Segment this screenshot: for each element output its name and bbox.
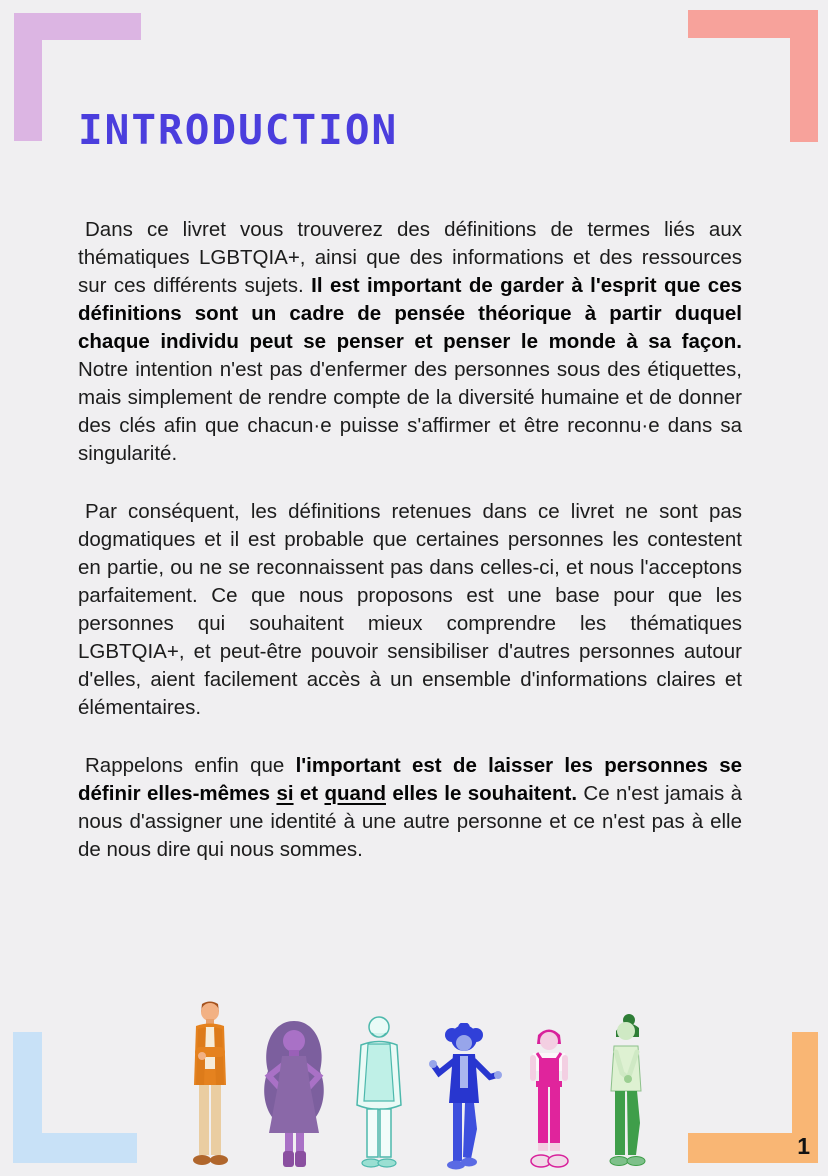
paragraph-3-bold-2: et <box>293 782 325 805</box>
paragraph-3-bold-1: l'important est de laisser les personnes se définir elles-mêmes <box>78 754 743 805</box>
person-figure-orange-man <box>180 999 240 1171</box>
paragraph-2-normal: Par conséquent, les définitions retenues dans ce livret ne sont pas dogmatiques et il est probable que certaines personnes les contestent en partie, ou ne se reconnaissent pas dans celles-ci, et nous l'acceptons parfaitement. Ce que nous proposons est une base pour que les personnes qui souhaitent mieux comprendre les thématiques LGBTQIA+, et peut-être pouvoir sensibiliser d'autres personnes autour d'elles, aient facilement accès à un ensemble d'informations claires et élémentaires. <box>78 500 742 719</box>
corner-bar <box>14 13 42 141</box>
paragraph-3 <box>78 752 742 864</box>
page-title: INTRODUCTION <box>78 106 399 154</box>
person-figure-purple-woman <box>254 1019 334 1171</box>
corner-bar <box>790 10 818 142</box>
page-number: 1 <box>797 1133 810 1159</box>
paragraph-1-normal-2: Notre intention n'est pas d'enfermer des personnes sous des étiquettes, mais simplement de rendre compte de la diversité humaine et de donner des clés afin que chacun·e puisse s'affirmer et être reconnu·e dans sa singularité. <box>78 358 742 465</box>
paragraph-2 <box>78 498 742 722</box>
paragraph-3-normal-1: Rappelons enfin que <box>85 754 296 777</box>
paragraph-3-bold-underline-si: si <box>276 782 294 805</box>
paragraph-3-bold-3: elles le souhaitent. <box>385 782 578 805</box>
intro-text <box>78 216 742 894</box>
person-figure-pink <box>518 1025 580 1171</box>
paragraph-1-bold: Il est important de garder à l'esprit que ces définitions sont un cadre de pensée théorique à partir duquel chaque individu peut se penser et penser le monde à sa façon. <box>78 274 742 353</box>
paragraph-3-bold-underline-quand: quand <box>324 782 386 805</box>
corner-bar <box>13 1133 137 1163</box>
paragraph-1 <box>78 216 742 468</box>
person-figure-teal <box>348 1013 410 1171</box>
paragraph-1-normal-1: Dans ce livret vous trouverez des définitions de termes liés aux thématiques LGBTQIA+, ainsi que des informations et des ressources sur ces différents sujets. <box>78 218 742 297</box>
paragraph-3-normal-2: Ce n'est jamais à nous d'assigner une identité à une autre personne et ce n'est pas à elle de nous dire qui nous sommes. <box>78 782 742 861</box>
people-illustration <box>180 991 656 1171</box>
person-figure-green <box>594 1013 656 1171</box>
person-figure-blue <box>424 1023 504 1171</box>
